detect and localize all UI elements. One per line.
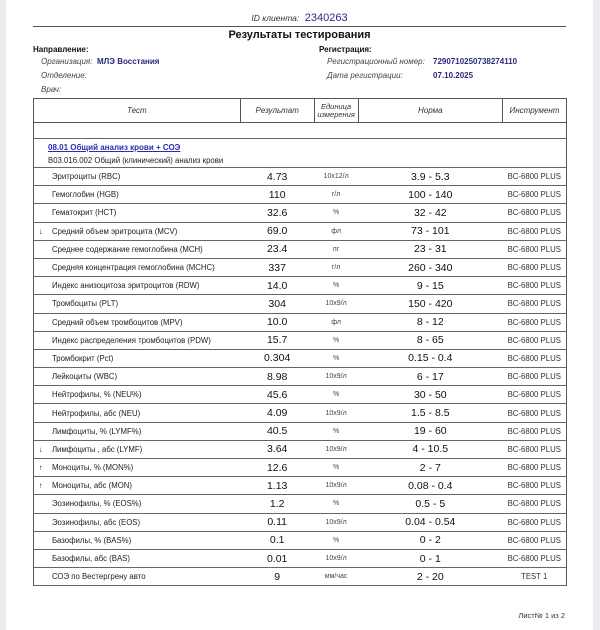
test-instrument: TEST 1 bbox=[503, 568, 567, 586]
test-norm: 0 - 2 bbox=[358, 531, 502, 549]
organization-label: Организация: bbox=[41, 57, 93, 66]
abnormal-flag-icon bbox=[34, 568, 48, 586]
test-instrument: BC-6800 PLUS bbox=[503, 222, 567, 240]
test-result: 4.73 bbox=[240, 168, 314, 186]
table-row bbox=[34, 459, 567, 477]
report-page bbox=[6, 0, 593, 630]
test-name: Гематокрит (HCT) bbox=[48, 204, 240, 222]
test-unit: фл bbox=[314, 313, 358, 331]
test-unit: фл bbox=[314, 222, 358, 240]
abnormal-flag-icon bbox=[34, 186, 48, 204]
group-subtitle: B03.016.002 Общий (клинический) анализ крови bbox=[48, 156, 224, 165]
test-norm: 0 - 1 bbox=[358, 549, 502, 567]
table-row bbox=[34, 422, 567, 440]
test-result: 1.13 bbox=[240, 477, 314, 495]
test-instrument: BC-6800 PLUS bbox=[503, 422, 567, 440]
table-row bbox=[34, 404, 567, 422]
client-id-label: ID клиента: bbox=[251, 13, 300, 23]
test-norm: 23 - 31 bbox=[358, 240, 502, 258]
table-row bbox=[34, 331, 567, 349]
referral-heading: Направление: bbox=[33, 45, 89, 54]
test-result: 1.2 bbox=[240, 495, 314, 513]
test-norm: 30 - 50 bbox=[358, 386, 502, 404]
abnormal-flag-icon bbox=[34, 258, 48, 276]
table-row bbox=[34, 258, 567, 276]
column-header-norm: Норма bbox=[358, 99, 502, 123]
test-unit: мм/час bbox=[314, 568, 358, 586]
test-instrument: BC-6800 PLUS bbox=[503, 386, 567, 404]
test-instrument: BC-6800 PLUS bbox=[503, 531, 567, 549]
test-result: 110 bbox=[240, 186, 314, 204]
test-name: Базофилы, % (BAS%) bbox=[48, 531, 240, 549]
test-unit: 10x9/л bbox=[314, 404, 358, 422]
column-header-unit: Единица измерения bbox=[314, 99, 358, 123]
test-name: Эритроциты (RBC) bbox=[48, 168, 240, 186]
abnormal-flag-icon bbox=[34, 422, 48, 440]
abnormal-flag-icon bbox=[34, 513, 48, 531]
test-result: 0.1 bbox=[240, 531, 314, 549]
test-unit: % bbox=[314, 459, 358, 477]
column-header-result: Результат bbox=[240, 99, 314, 123]
test-unit: 10x12/л bbox=[314, 168, 358, 186]
test-unit: 10x9/л bbox=[314, 368, 358, 386]
test-unit: % bbox=[314, 331, 358, 349]
test-unit: % bbox=[314, 349, 358, 367]
test-name: Средняя концентрация гемоглобина (MCHC) bbox=[48, 258, 240, 276]
arrow-up-icon: ↑ bbox=[34, 459, 48, 477]
test-result: 8.98 bbox=[240, 368, 314, 386]
abnormal-flag-icon bbox=[34, 240, 48, 258]
test-unit: 10x9/л bbox=[314, 549, 358, 567]
results-table bbox=[33, 98, 567, 586]
test-name: Эозинофилы, абс (EOS) bbox=[48, 513, 240, 531]
test-unit: г/л bbox=[314, 186, 358, 204]
test-norm: 0.5 - 5 bbox=[358, 495, 502, 513]
test-unit: % bbox=[314, 204, 358, 222]
test-norm: 0.08 - 0.4 bbox=[358, 477, 502, 495]
test-norm: 2 - 7 bbox=[358, 459, 502, 477]
client-id-line bbox=[6, 12, 593, 24]
test-result: 69.0 bbox=[240, 222, 314, 240]
test-instrument: BC-6800 PLUS bbox=[503, 168, 567, 186]
arrow-down-icon: ↓ bbox=[34, 440, 48, 458]
test-instrument: BC-6800 PLUS bbox=[503, 459, 567, 477]
test-instrument: BC-6800 PLUS bbox=[503, 440, 567, 458]
registration-number-value: 7290710250738274110 bbox=[433, 57, 518, 66]
test-instrument: BC-6800 PLUS bbox=[503, 186, 567, 204]
table-row bbox=[34, 313, 567, 331]
test-instrument: BC-6800 PLUS bbox=[503, 331, 567, 349]
test-unit: % bbox=[314, 386, 358, 404]
column-header-instrument: Инструмент bbox=[503, 99, 567, 123]
test-result: 0.304 bbox=[240, 349, 314, 367]
abnormal-flag-icon bbox=[34, 531, 48, 549]
test-name: Гемоглобин (HGB) bbox=[48, 186, 240, 204]
abnormal-flag-icon bbox=[34, 368, 48, 386]
test-norm: 0.15 - 0.4 bbox=[358, 349, 502, 367]
table-row bbox=[34, 222, 567, 240]
test-name: Лейкоциты (WBC) bbox=[48, 368, 240, 386]
test-name: Средний объем тромбоцитов (MPV) bbox=[48, 313, 240, 331]
table-row bbox=[34, 204, 567, 222]
test-norm: 1.5 - 8.5 bbox=[358, 404, 502, 422]
abnormal-flag-icon bbox=[34, 277, 48, 295]
test-norm: 0.04 - 0.54 bbox=[358, 513, 502, 531]
test-result: 9 bbox=[240, 568, 314, 586]
test-norm: 100 - 140 bbox=[358, 186, 502, 204]
table-row bbox=[34, 168, 567, 186]
test-unit: % bbox=[314, 422, 358, 440]
test-norm: 9 - 15 bbox=[358, 277, 502, 295]
test-name: Лимфоциты, % (LYMF%) bbox=[48, 422, 240, 440]
test-norm: 8 - 65 bbox=[358, 331, 502, 349]
test-name: Среднее содержание гемоглобина (MCH) bbox=[48, 240, 240, 258]
abnormal-flag-icon bbox=[34, 331, 48, 349]
table-row bbox=[34, 495, 567, 513]
abnormal-flag-icon bbox=[34, 349, 48, 367]
registration-heading: Регистрация: bbox=[319, 45, 372, 54]
test-result: 0.01 bbox=[240, 549, 314, 567]
abnormal-flag-icon bbox=[34, 549, 48, 567]
test-name: Индекс распределения тромбоцитов (PDW) bbox=[48, 331, 240, 349]
page-title: Результаты тестирования bbox=[228, 29, 371, 41]
test-result: 0.11 bbox=[240, 513, 314, 531]
doctor-label: Врач: bbox=[41, 85, 62, 94]
test-unit: 10x9/л bbox=[314, 477, 358, 495]
test-result: 4.09 bbox=[240, 404, 314, 422]
test-norm: 32 - 42 bbox=[358, 204, 502, 222]
test-result: 15.7 bbox=[240, 331, 314, 349]
test-norm: 150 - 420 bbox=[358, 295, 502, 313]
registration-date-label: Дата регистрации: bbox=[327, 71, 403, 80]
test-instrument: BC-6800 PLUS bbox=[503, 549, 567, 567]
test-name: Тромбоциты (PLT) bbox=[48, 295, 240, 313]
test-norm: 2 - 20 bbox=[358, 568, 502, 586]
test-name: Нейтрофилы, абс (NEU) bbox=[48, 404, 240, 422]
department-label: Отделение: bbox=[41, 71, 87, 80]
table-row bbox=[34, 240, 567, 258]
arrow-down-icon: ↓ bbox=[34, 222, 48, 240]
test-result: 10.0 bbox=[240, 313, 314, 331]
test-unit: % bbox=[314, 277, 358, 295]
spacer-row bbox=[34, 123, 567, 139]
client-id-value: 2340263 bbox=[304, 12, 348, 24]
table-row bbox=[34, 549, 567, 567]
test-result: 23.4 bbox=[240, 240, 314, 258]
table-row bbox=[34, 440, 567, 458]
test-unit: 10x9/л bbox=[314, 440, 358, 458]
test-unit: 10x9/л bbox=[314, 295, 358, 313]
test-instrument: BC-6800 PLUS bbox=[503, 240, 567, 258]
table-row bbox=[34, 295, 567, 313]
test-instrument: BC-6800 PLUS bbox=[503, 277, 567, 295]
test-instrument: BC-6800 PLUS bbox=[503, 495, 567, 513]
test-norm: 73 - 101 bbox=[358, 222, 502, 240]
column-header-test: Тест bbox=[34, 99, 241, 123]
group-title-link[interactable]: 08.01 Общий анализ крови + СОЭ bbox=[48, 143, 181, 152]
test-name: Нейтрофилы, % (NEU%) bbox=[48, 386, 240, 404]
test-instrument: BC-6800 PLUS bbox=[503, 477, 567, 495]
abnormal-flag-icon bbox=[34, 168, 48, 186]
test-instrument: BC-6800 PLUS bbox=[503, 349, 567, 367]
test-instrument: BC-6800 PLUS bbox=[503, 295, 567, 313]
table-row bbox=[34, 349, 567, 367]
test-name: Тромбокрит (Pct) bbox=[48, 349, 240, 367]
test-norm: 260 - 340 bbox=[358, 258, 502, 276]
test-name: Базофилы, абс (BAS) bbox=[48, 549, 240, 567]
group-header-row bbox=[34, 139, 567, 168]
table-row bbox=[34, 368, 567, 386]
test-name: Эозинофилы, % (EOS%) bbox=[48, 495, 240, 513]
registration-date-value: 07.10.2025 bbox=[433, 71, 474, 80]
table-row bbox=[34, 477, 567, 495]
test-result: 3.64 bbox=[240, 440, 314, 458]
test-name: Индекс анизоцитоза эритроцитов (RDW) bbox=[48, 277, 240, 295]
test-unit: % bbox=[314, 495, 358, 513]
table-row bbox=[34, 277, 567, 295]
test-norm: 8 - 12 bbox=[358, 313, 502, 331]
page-number: Лист№ 1 из 2 bbox=[518, 611, 565, 620]
test-result: 12.6 bbox=[240, 459, 314, 477]
test-norm: 6 - 17 bbox=[358, 368, 502, 386]
table-row bbox=[34, 513, 567, 531]
abnormal-flag-icon bbox=[34, 313, 48, 331]
registration-number-label: Регистрационный номер: bbox=[327, 57, 425, 66]
test-instrument: BC-6800 PLUS bbox=[503, 204, 567, 222]
abnormal-flag-icon bbox=[34, 404, 48, 422]
test-norm: 19 - 60 bbox=[358, 422, 502, 440]
test-unit: 10x9/л bbox=[314, 513, 358, 531]
table-row bbox=[34, 568, 567, 586]
test-result: 45.6 bbox=[240, 386, 314, 404]
test-instrument: BC-6800 PLUS bbox=[503, 404, 567, 422]
test-name: Моноциты, % (MON%) bbox=[48, 459, 240, 477]
test-name: СОЭ по Вестергрену авто bbox=[48, 568, 240, 586]
test-unit: пг bbox=[314, 240, 358, 258]
test-unit: % bbox=[314, 531, 358, 549]
test-instrument: BC-6800 PLUS bbox=[503, 313, 567, 331]
organization-value: МЛЭ Восстания bbox=[97, 57, 160, 66]
header-divider bbox=[33, 26, 566, 27]
test-instrument: BC-6800 PLUS bbox=[503, 258, 567, 276]
test-result: 304 bbox=[240, 295, 314, 313]
abnormal-flag-icon bbox=[34, 495, 48, 513]
abnormal-flag-icon bbox=[34, 295, 48, 313]
table-header-row bbox=[34, 99, 567, 123]
test-instrument: BC-6800 PLUS bbox=[503, 513, 567, 531]
test-result: 40.5 bbox=[240, 422, 314, 440]
test-name: Лимфоциты , абс (LYMF) bbox=[48, 440, 240, 458]
test-result: 337 bbox=[240, 258, 314, 276]
abnormal-flag-icon bbox=[34, 386, 48, 404]
table-row bbox=[34, 386, 567, 404]
abnormal-flag-icon bbox=[34, 204, 48, 222]
table-row bbox=[34, 531, 567, 549]
test-result: 14.0 bbox=[240, 277, 314, 295]
test-instrument: BC-6800 PLUS bbox=[503, 368, 567, 386]
test-norm: 4 - 10.5 bbox=[358, 440, 502, 458]
test-result: 32.6 bbox=[240, 204, 314, 222]
test-name: Средний объем эритроцита (MCV) bbox=[48, 222, 240, 240]
table-row bbox=[34, 186, 567, 204]
test-norm: 3.9 - 5.3 bbox=[358, 168, 502, 186]
test-unit: г/л bbox=[314, 258, 358, 276]
test-name: Моноциты, абс (MON) bbox=[48, 477, 240, 495]
arrow-up-icon: ↑ bbox=[34, 477, 48, 495]
